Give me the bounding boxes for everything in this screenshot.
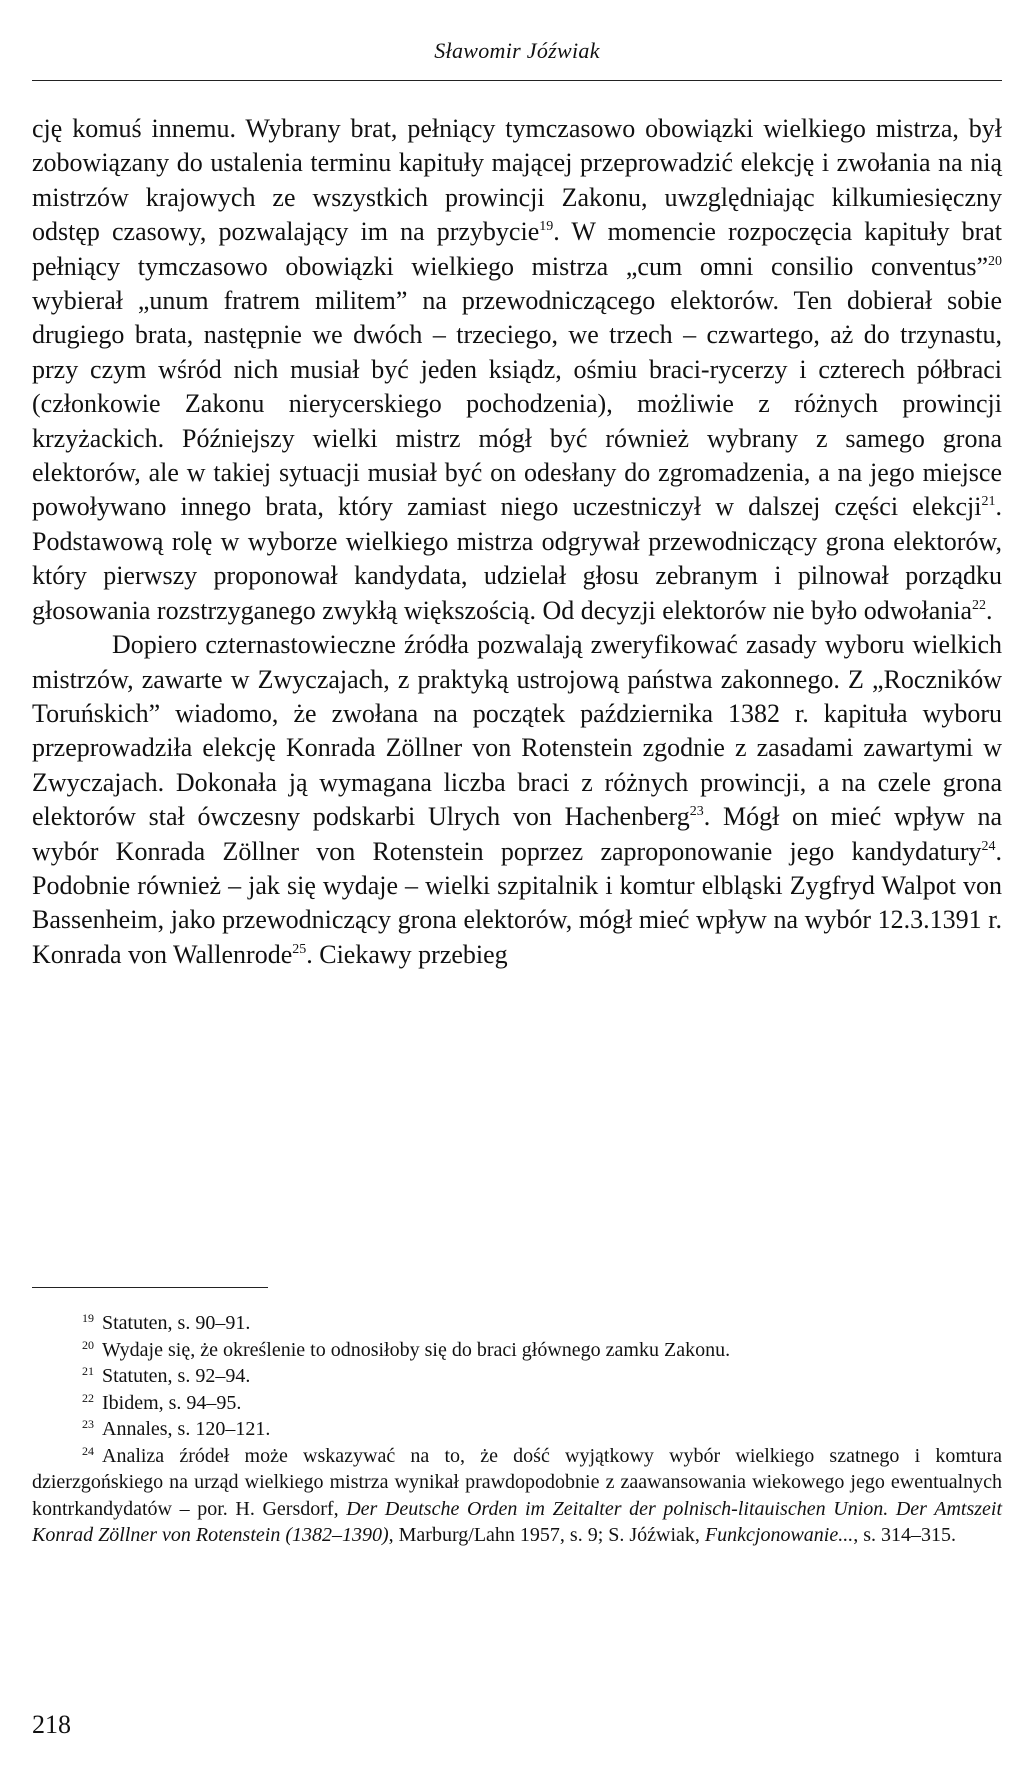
footnote: $^{19}$ Statuten, s. 90–91. [82, 1311, 251, 1334]
book-title: Der Deutsche Orden im Zeitalter der polnisch-litauischen Union. Der Amtszeit Konrad Zöllner von Rotenstein (1382–1390) [32, 1497, 1002, 1546]
footnote-ref: 23 [689, 804, 704, 820]
footnote-ref: 20 [988, 253, 1002, 269]
footnote-separator [32, 1287, 268, 1288]
book-page [32, 0, 1002, 1765]
page-number: 218 [32, 1710, 71, 1739]
footnotes [32, 1310, 1002, 1549]
footnote-ref: 22 [972, 597, 987, 613]
book-title: Funkcjonowanie... [704, 1524, 854, 1546]
footnote: $^{23}$ Annales, s. 120–121. [82, 1417, 271, 1440]
footnote: $^{20}$ Wydaje się, że określenie to odnosiłoby się do braci głównego zamku Zakonu. [82, 1337, 731, 1361]
main-text [32, 112, 1002, 972]
footnote: $^{22}$ Ibidem, s. 94–95. [82, 1390, 242, 1414]
footnote-number: 21 [82, 1364, 94, 1378]
header-rule [32, 80, 1002, 81]
footnote-number: 19 [82, 1311, 94, 1325]
footnote-ref: 21 [981, 494, 996, 510]
footnote-number: 23 [82, 1417, 94, 1431]
footnote-number: 20 [82, 1337, 94, 1352]
paragraph: Dopiero czternastowieczne źródła pozwalają zweryfikować zasady wyboru wielkich mistrzów, zawarte w Zwyczajach, z praktyką ustrojową państwa zakonnego. Z „Roczników Toruńskich” wiadomo, że zwołana na początek października 1382 r. kapituła wyboru przeprowadziła elekcję Konrada Zöllner von Rotenstein zgodnie z zasadami zawartymi w Zwyczajach. Dokonała ją wymagana liczba braci z różnych prowincji, a na czele grona elektorów stał ówczesny podskarbi Ulrych von Hachenberg$^{23}$. Mógł on mieć wpływ na wybór Konrada Zöllner von Rotenstein poprzez zaproponowanie jego kandydatury$^{24}$. Podobnie również – jak się wydaje – wielki szpitalnik i komtur elbląski Zygfryd Walpot von Bassenheim, jako przewodniczący grona elektorów, mógł mieć wpływ na wybór 12.3.1391 r. Konrada von Wallenrode$^{25}$. Ciekawy przebieg [32, 630, 1002, 969]
footnote-number: 24 [82, 1443, 94, 1458]
footnote-ref: 24 [981, 838, 996, 854]
footnote-number: 22 [82, 1390, 94, 1405]
footnote-ref: 19 [539, 219, 554, 235]
footnote: $^{24}$ Analiza źródeł może wskazywać na to, że dość wyjątkowy wybór wielkiego szatnego i komtura dzierzgońskiego na urząd wielkiego mistrza wynikał prawdopodobnie z zaawansowania wiekowego jego ewentualnych kontrkandydatów – por. H. Gersdorf, Der Deutsche Orden im Zeitalter der polnisch-litauischen Union. Der Amtszeit Konrad Zöllner von Rotenstein (1382–1390), Marburg/Lahn 1957, s. 9; S. Jóźwiak, Funkcjonowanie..., s. 314–315. [32, 1443, 1002, 1546]
footnote: $^{21}$ Statuten, s. 92–94. [82, 1364, 251, 1387]
running-head: Sławomir Jóźwiak [434, 38, 600, 63]
footnote-ref: 25 [292, 941, 307, 957]
paragraph: cję komuś innemu. Wybrany brat, pełniący tymczasowo obowiązki wielkiego mistrza, był zobowiązany do ustalenia terminu kapituły mającej przeprowadzić elekcję i zwołania na nią mistrzów krajowych ze wszystkich prowincji Zakonu, uwzględniając kilkumiesięczny odstęp czasowy, pozwalający im na przybycie$^{19}$. W momencie rozpoczęcia kapituły brat pełniący tymczasowo obowiązki wielkiego mistrza „cum omni consilio conventus”$^{20}$ wybierał „unum fratrem militem” na przewodniczącego elektorów. Ten dobierał sobie drugiego brata, następnie we dwóch – trzeciego, we trzech – czwartego, aż do trzynastu, przy czym wśród nich musiał być jeden ksiądz, ośmiu braci-rycerzy i czterech półbraci (członkowie Zakonu nierycerskiego pochodzenia), możliwie z różnych prowincji krzyżackich. Późniejszy wielki mistrz mógł być również wybrany z samego grona elektorów, ale w takiej sytuacji musiał być on odesłany do zgromadzenia, a na jego miejsce powoływano innego brata, który zamiast niego uczestniczył w dalszej części elekcji$^{21}$. Podstawową rolę w wyborze wielkiego mistrza odgrywał przewodniczący grona elektorów, który pierwszy proponował kandydata, udzielał głosu zebranym i pilnował porządku głosowania rozstrzyganego zwykłą większością. Od decyzji elektorów nie było odwołania$^{22}$. [32, 114, 1002, 625]
